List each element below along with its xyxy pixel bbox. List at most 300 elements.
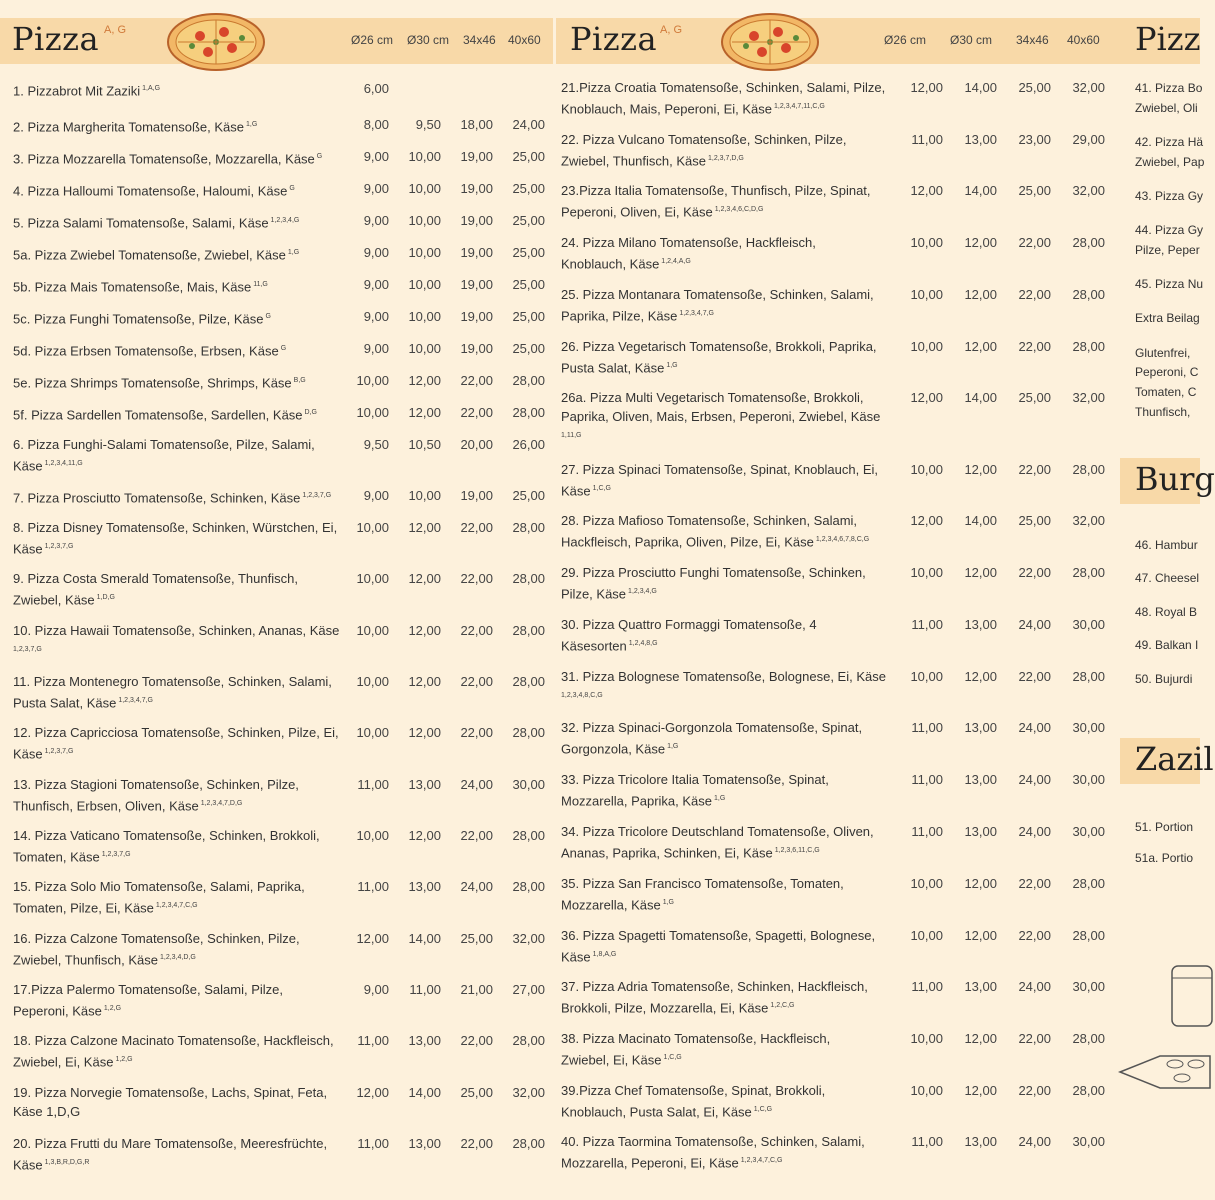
price: 24,00 (1018, 720, 1051, 735)
menu-item-line: 46. Hambur (1135, 538, 1198, 552)
menu-item-description (13, 211, 343, 232)
menu-item-description (561, 718, 901, 758)
menu-item-line: Pilze, Peper (1135, 243, 1200, 257)
menu-item-line: 7. Pizza Prosciutto Tomatensoße, Schinken, Käse (13, 490, 301, 506)
price: 14,00 (964, 183, 997, 198)
price: 12,00 (964, 876, 997, 891)
menu-item-line: 38. Pizza Macinato Tomatensoße, Hackfleisch, (561, 1031, 831, 1046)
menu-item-line: 12. Pizza Capricciosa Tomatensoße, Schinken, Pilze, Ei, (13, 725, 339, 740)
price: 18,00 (460, 117, 493, 132)
menu-item-line: 40. Pizza Taormina Tomatensoße, Schinken, Salami, (561, 1134, 865, 1149)
price: 10,00 (910, 876, 943, 891)
menu-item-line: 35. Pizza San Francisco Tomatensoße, Tomaten, (561, 876, 844, 891)
price: 28,00 (512, 520, 545, 535)
menu-item-description (13, 1134, 343, 1174)
menu-item-line: 13. Pizza Stagioni Tomatensoße, Schinken, Pilze, (13, 777, 299, 792)
price: 11,00 (357, 1033, 389, 1048)
menu-item-line: 5d. Pizza Erbsen Tomatensoße, Erbsen, Käse (13, 343, 279, 359)
price: 19,00 (460, 488, 493, 503)
price: 10,00 (408, 488, 441, 503)
allergen-codes: 1,D,G (96, 594, 115, 601)
menu-item-line: Mozzarella, Peperoni, Ei, Käse (561, 1155, 739, 1171)
menu-item-line: 20. Pizza Frutti du Mare Tomatensoße, Meeresfrüchte, (13, 1136, 328, 1151)
menu-item-line: Paprika, Oliven, Mais, Erbsen, Peperoni, Zwiebel, Käse (561, 409, 881, 424)
menu-item-line: Knoblauch, Käse (561, 256, 660, 272)
menu-item-line: 31. Pizza Bolognese Tomatensoße, Bolognese, Ei, Käse (561, 669, 886, 684)
price: 22,00 (1018, 669, 1051, 684)
price: 30,00 (1072, 772, 1105, 787)
menu-item-description (561, 1029, 901, 1069)
price: 19,00 (460, 309, 493, 324)
menu-item-line: Tomaten, Pilze, Ei, Käse (13, 900, 154, 916)
menu-item-line: 24. Pizza Milano Tomatensoße, Hackfleisch, (561, 235, 816, 250)
allergen-codes: 1,2,C,G (770, 1002, 795, 1009)
price: 22,00 (460, 571, 493, 586)
price: 12,00 (408, 828, 441, 843)
price: 22,00 (1018, 565, 1051, 580)
allergen-codes: 1,G (666, 362, 678, 369)
price: 12,00 (408, 520, 441, 535)
menu-item-description (561, 822, 901, 862)
menu-item-line: Tomaten, C (1135, 385, 1197, 399)
pizza-header-bar (0, 18, 553, 64)
price: 28,00 (512, 828, 545, 843)
menu-item-line: 15. Pizza Solo Mio Tomatensoße, Salami, Paprika, (13, 879, 305, 894)
price: 10,00 (356, 520, 389, 535)
menu-item-line: Extra Beilag (1135, 311, 1200, 325)
menu-item-line: 33. Pizza Tricolore Italia Tomatensoße, Spinat, (561, 772, 829, 787)
menu-item-line: Zwiebel, Thunfisch, Käse (13, 952, 158, 968)
menu-item-description (13, 275, 343, 296)
menu-item-line: Hackfleisch, Paprika, Oliven, Pilze, Ei, Käse (561, 534, 814, 550)
price: 9,00 (363, 982, 389, 997)
menu-item-line: 37. Pizza Adria Tomatensoße, Schinken, Hackfleisch, (561, 979, 868, 994)
price: 22,00 (460, 1033, 493, 1048)
menu-item-line: 5c. Pizza Funghi Tomatensoße, Pilze, Käse (13, 311, 264, 327)
menu-item-line: 28. Pizza Mafioso Tomatensoße, Schinken, Salami, (561, 513, 858, 528)
price: 11,00 (911, 1134, 943, 1149)
menu-item-line: 6. Pizza Funghi-Salami Tomatensoße, Pilze, Salami, (13, 437, 315, 452)
price: 10,50 (408, 437, 441, 452)
price: 21,00 (460, 982, 493, 997)
price: 12,00 (964, 1031, 997, 1046)
menu-item-line: 8. Pizza Disney Tomatensoße, Schinken, Würstchen, Ei, (13, 520, 338, 535)
price: 28,00 (1072, 669, 1105, 684)
menu-item-description (13, 929, 343, 969)
menu-item-line: Gorgonzola, Käse (561, 741, 666, 757)
menu-item-description (561, 563, 901, 603)
menu-item-description (13, 339, 343, 360)
price: 12,00 (964, 928, 997, 943)
price: 10,00 (408, 245, 441, 260)
price: 22,00 (460, 373, 493, 388)
price: 10,00 (408, 181, 441, 196)
menu-item-description (13, 672, 343, 712)
allergen-codes: D,G (304, 409, 317, 416)
allergen-codes: 1,2,3,7,G (44, 748, 74, 755)
menu-item-line: 5a. Pizza Zwiebel Tomatensoße, Zwiebel, Käse (13, 247, 286, 263)
menu-item-description (13, 435, 343, 475)
size-label-30: Ø30 cm (407, 33, 450, 47)
price: 12,00 (964, 235, 997, 250)
allergen-codes: 1,G (662, 899, 675, 906)
menu-item-description (561, 770, 901, 810)
price: 28,00 (1072, 287, 1105, 302)
menu-item-line: Zwiebel, Pap (1135, 155, 1205, 169)
menu-item-line: 5f. Pizza Sardellen Tomatensoße, Sardellen, Käse (13, 407, 303, 423)
price: 25,00 (512, 277, 545, 292)
price: 12,00 (408, 623, 441, 638)
menu-item-line: 17.Pizza Palermo Tomatensoße, Salami, Pilze, (13, 982, 283, 997)
menu-item-description (13, 486, 343, 507)
allergen-codes: 1,2,3,7,G (44, 543, 74, 550)
allergen-codes: 1,A,G (142, 85, 161, 92)
menu-item-line: 11. Pizza Montenegro Tomatensoße, Schinken, Salami, (13, 674, 332, 689)
price: 27,00 (512, 982, 545, 997)
menu-item-line: 5e. Pizza Shrimps Tomatensoße, Shrimps, Käse (13, 375, 292, 391)
price: 9,00 (363, 181, 389, 196)
price: 13,00 (964, 1134, 997, 1149)
price: 22,00 (1018, 287, 1051, 302)
price: 22,00 (1018, 1031, 1051, 1046)
price: 9,00 (363, 149, 389, 164)
price: 11,00 (409, 982, 441, 997)
price: 26,00 (512, 437, 545, 452)
price: 14,00 (964, 390, 997, 405)
menu-item-line: 3. Pizza Mozzarella Tomatensoße, Mozzarella, Käse (13, 151, 315, 167)
price: 22,00 (460, 828, 493, 843)
menu-item-line: 27. Pizza Spinaci Tomatensoße, Spinat, Knoblauch, Ei, (561, 462, 879, 477)
price: 6,00 (363, 81, 389, 96)
price: 12,00 (964, 462, 997, 477)
price: 19,00 (460, 149, 493, 164)
menu-item-line: Zwiebel, Oli (1135, 101, 1198, 115)
price: 25,00 (512, 213, 545, 228)
menu-item-line: Zwiebel, Käse (13, 592, 95, 608)
price: 24,00 (460, 777, 493, 792)
menu-item-description (13, 243, 343, 264)
menu-item-description (561, 285, 901, 325)
price: 11,00 (911, 979, 943, 994)
price: 11,00 (357, 879, 389, 894)
allergen-codes: 1,2,3,4,8,C,G (561, 692, 603, 699)
price: 28,00 (512, 879, 545, 894)
allergen-codes: 1,11,G (561, 432, 582, 439)
price: 24,00 (1018, 979, 1051, 994)
price: 32,00 (1072, 80, 1105, 95)
pizza-header-bar (556, 18, 1120, 64)
price: 12,00 (910, 183, 943, 198)
allergen-codes: G (280, 345, 287, 352)
menu-item-description (561, 130, 901, 170)
menu-item-description (561, 615, 901, 655)
allergen-codes: 1,2,3,4,6,7,8,C,G (815, 536, 870, 543)
menu-item-line: Thunfisch, (1135, 405, 1191, 419)
menu-item-line: Käse (561, 483, 591, 499)
price: 10,00 (910, 669, 943, 684)
price: 9,00 (363, 245, 389, 260)
price: 10,00 (910, 287, 943, 302)
menu-item-line: Käsesorten (561, 638, 627, 654)
menu-item-line: Käse (13, 541, 43, 557)
menu-item-line: Knoblauch, Pusta Salat, Ei, Käse (561, 1104, 752, 1120)
section-allergens: A, G (660, 24, 683, 36)
menu-item-line: 10. Pizza Hawaii Tomatensoße, Schinken, Ananas, Käse (13, 623, 340, 638)
price: 32,00 (512, 931, 545, 946)
allergen-codes: 1,2,3,4,7,G (679, 310, 714, 317)
menu-item-line: Zwiebel, Ei, Käse (13, 1054, 114, 1070)
price: 12,00 (964, 565, 997, 580)
allergen-codes: 11,G (253, 281, 268, 288)
allergen-codes: 1,2,G (115, 1056, 133, 1063)
menu-item-description (13, 403, 343, 424)
menu-item-line: 4. Pizza Halloumi Tomatensoße, Haloumi, Käse (13, 183, 288, 199)
size-label-34x46: 34x46 (1016, 33, 1049, 47)
allergen-codes: 1,3,B,R,D,G,R (44, 1159, 90, 1166)
price: 25,00 (512, 341, 545, 356)
price: 13,00 (964, 979, 997, 994)
allergen-codes: 1,2,3,4,G (270, 217, 300, 224)
menu-item-line: Brokkoli, Pilze, Mozzarella, Ei, Käse (561, 1000, 769, 1016)
menu-item-line: 45. Pizza Nu (1135, 277, 1204, 291)
section-title: Pizza (570, 20, 658, 58)
price: 10,00 (408, 149, 441, 164)
price: 24,00 (512, 117, 545, 132)
price: 25,00 (1018, 80, 1051, 95)
menu-item-line: Ananas, Paprika, Schinken, Ei, Käse (561, 845, 773, 861)
price: 30,00 (1072, 979, 1105, 994)
price: 25,00 (1018, 513, 1051, 528)
menu-item-description (13, 115, 343, 136)
menu-item-line: Pusta Salat, Käse (561, 360, 665, 376)
price: 12,00 (356, 1085, 389, 1100)
size-label-40x60: 40x60 (1067, 33, 1100, 47)
price: 28,00 (1072, 876, 1105, 891)
price: 12,00 (964, 1083, 997, 1098)
menu-item-line: Käse (561, 949, 591, 965)
menu-item-description (13, 569, 343, 609)
jar-tray-illustration-icon (1120, 960, 1200, 1100)
price: 9,50 (363, 437, 389, 452)
menu-item-line: Pusta Salat, Käse (13, 695, 117, 711)
menu-item-description (13, 826, 343, 866)
price: 22,00 (460, 1136, 493, 1151)
allergen-codes: G (265, 313, 271, 320)
allergen-codes: 1,2,3,4,6,C,D,G (714, 206, 764, 213)
allergen-codes: 1,C,G (753, 1106, 773, 1113)
menu-item-description (561, 233, 901, 273)
price: 32,00 (1072, 390, 1105, 405)
menu-item-line: 16. Pizza Calzone Tomatensoße, Schinken, Pilze, (13, 931, 300, 946)
price: 10,00 (910, 565, 943, 580)
price: 13,00 (964, 720, 997, 735)
menu-item-description (13, 179, 343, 200)
menu-item-line: Pilze, Käse (561, 586, 627, 602)
menu-item-line: 44. Pizza Gy (1135, 223, 1204, 237)
menu-item-line: 48. Royal B (1135, 605, 1198, 619)
price: 10,00 (910, 462, 943, 477)
price: 13,00 (408, 1033, 441, 1048)
menu-item-line: 42. Pizza Hä (1135, 135, 1204, 149)
menu-item-line: 39.Pizza Chef Tomatensoße, Spinat, Brokkoli, (561, 1083, 826, 1098)
price: 28,00 (1072, 565, 1105, 580)
price: 25,00 (512, 309, 545, 324)
menu-item-line: 2. Pizza Margherita Tomatensoße, Käse (13, 119, 244, 135)
price: 30,00 (1072, 824, 1105, 839)
menu-column-3 (1120, 0, 1215, 1200)
price: 11,00 (911, 824, 943, 839)
allergen-codes: 1,8,A,G (592, 951, 617, 958)
allergen-codes: 1,C,G (592, 485, 611, 492)
menu-item-line: 49. Balkan I (1135, 638, 1199, 652)
menu-item-line: Zwiebel, Thunfisch, Käse (561, 153, 706, 169)
price: 22,00 (460, 520, 493, 535)
price: 28,00 (512, 725, 545, 740)
price: 28,00 (512, 1136, 545, 1151)
price: 11,00 (357, 1136, 389, 1151)
menu-item-line: 14. Pizza Vaticano Tomatensoße, Schinken, Brokkoli, (13, 828, 320, 843)
price: 10,00 (356, 725, 389, 740)
menu-column-2 (556, 0, 1116, 1200)
price: 29,00 (1072, 132, 1105, 147)
menu-item-description (13, 723, 343, 763)
section-title: Pizza (12, 20, 100, 58)
allergen-codes: 1,2,3,4,7,D,G (200, 800, 243, 807)
price: 9,00 (363, 277, 389, 292)
allergen-codes: 1,2,3,7,G (101, 851, 131, 858)
price: 9,00 (363, 213, 389, 228)
allergen-codes: 1,2,3,6,11,C,G (774, 847, 820, 854)
price: 12,00 (408, 725, 441, 740)
allergen-codes: G (289, 185, 295, 192)
price: 10,00 (408, 277, 441, 292)
allergen-codes: 1,G (287, 249, 300, 256)
price: 10,00 (910, 339, 943, 354)
menu-item-line: 1. Pizzabrot Mit Zaziki (13, 83, 141, 99)
price: 28,00 (1072, 462, 1105, 477)
price: 22,00 (1018, 928, 1051, 943)
allergen-codes: 1,G (246, 121, 258, 128)
price: 25,00 (460, 931, 493, 946)
price: 10,00 (910, 235, 943, 250)
price: 32,00 (512, 1085, 545, 1100)
menu-item-line: Tomaten, Käse (13, 849, 100, 865)
price: 22,00 (460, 623, 493, 638)
price: 28,00 (1072, 1031, 1105, 1046)
menu-item-line: Käse (13, 458, 43, 474)
menu-item-description (13, 877, 343, 917)
price: 12,00 (964, 287, 997, 302)
menu-item-line: Peperoni, C (1135, 365, 1199, 379)
price: 22,00 (460, 674, 493, 689)
price: 32,00 (1072, 513, 1105, 528)
allergen-codes: 1,2,3,7,D,G (708, 155, 744, 162)
price: 12,00 (910, 80, 943, 95)
price: 13,00 (964, 824, 997, 839)
menu-item-description (13, 79, 343, 100)
size-label-26: Ø26 cm (884, 33, 927, 47)
menu-item-description (561, 1081, 901, 1121)
price: 28,00 (512, 623, 545, 638)
menu-item-description (13, 371, 343, 392)
menu-item-line: 25. Pizza Montanara Tomatensoße, Schinken, Salami, (561, 287, 874, 302)
price: 13,00 (408, 1136, 441, 1151)
price: 10,00 (356, 405, 389, 420)
price: 28,00 (512, 1033, 545, 1048)
price: 25,00 (460, 1085, 493, 1100)
menu-item-description (13, 621, 343, 661)
menu-item-line: 18. Pizza Calzone Macinato Tomatensoße, Hackfleisch, (13, 1033, 334, 1048)
price: 9,00 (363, 488, 389, 503)
price: 10,00 (356, 623, 389, 638)
allergen-codes: 1,2,3,4,D,G (160, 954, 196, 961)
allergen-codes: G (316, 153, 323, 160)
price: 13,00 (964, 132, 997, 147)
allergen-codes: 1,G (667, 743, 679, 750)
menu-item-description (13, 147, 343, 168)
price: 10,00 (356, 674, 389, 689)
price: 25,00 (1018, 183, 1051, 198)
price: 9,00 (363, 341, 389, 356)
menu-item-line: 26. Pizza Vegetarisch Tomatensoße, Brokkoli, Paprika, (561, 339, 877, 354)
menu-item-line: 21.Pizza Croatia Tomatensoße, Schinken, Salami, Pilze, (561, 80, 886, 95)
price: 19,00 (460, 245, 493, 260)
price: 12,00 (408, 405, 441, 420)
menu-item-line: Käse (13, 1157, 43, 1173)
menu-item-line: Peperoni, Oliven, Ei, Käse (561, 204, 713, 220)
price: 32,00 (1072, 183, 1105, 198)
price: 24,00 (1018, 772, 1051, 787)
price: 19,00 (460, 341, 493, 356)
price: 22,00 (1018, 235, 1051, 250)
price: 28,00 (512, 405, 545, 420)
menu-item-description (13, 1083, 343, 1121)
allergen-codes: 1,G (714, 795, 726, 802)
menu-item-line: 22. Pizza Vulcano Tomatensoße, Schinken, Pilze, (561, 132, 847, 147)
price: 10,00 (910, 1031, 943, 1046)
menu-item-line: Peperoni, Käse (13, 1003, 102, 1019)
price: 28,00 (1072, 339, 1105, 354)
menu-item-line: 29. Pizza Prosciutto Funghi Tomatensoße, Schinken, (561, 565, 866, 580)
allergen-codes: 1,2,3,4,G (628, 588, 657, 595)
menu-item-description (561, 337, 901, 377)
menu-item-line: 26a. Pizza Multi Vegetarisch Tomatensoße, Brokkoli, (561, 390, 864, 405)
menu-item-description (561, 460, 901, 500)
price: 25,00 (1018, 390, 1051, 405)
price: 8,00 (363, 117, 389, 132)
allergen-codes: 1,2,3,7,G (13, 646, 42, 653)
price: 24,00 (1018, 824, 1051, 839)
section-title-zaziki: Zazil (1135, 740, 1214, 778)
size-label-30: Ø30 cm (950, 33, 993, 47)
price: 30,00 (1072, 1134, 1105, 1149)
allergen-codes: 1,2,3,4,7,11,C,G (774, 103, 825, 110)
price: 30,00 (1072, 617, 1105, 632)
menu-item-description (561, 926, 901, 966)
allergen-codes: 1,2,G (103, 1005, 122, 1012)
menu-item-description (13, 1031, 343, 1071)
price: 13,00 (964, 772, 997, 787)
menu-item-description (13, 980, 343, 1020)
menu-item-description (561, 78, 901, 118)
price: 22,00 (1018, 339, 1051, 354)
price: 13,00 (964, 617, 997, 632)
menu-item-description (561, 511, 901, 551)
price: 10,00 (910, 1083, 943, 1098)
allergen-codes: 1,2,3,4,7,C,G (155, 902, 198, 909)
size-label-34x46: 34x46 (463, 33, 496, 47)
price: 11,00 (911, 720, 943, 735)
